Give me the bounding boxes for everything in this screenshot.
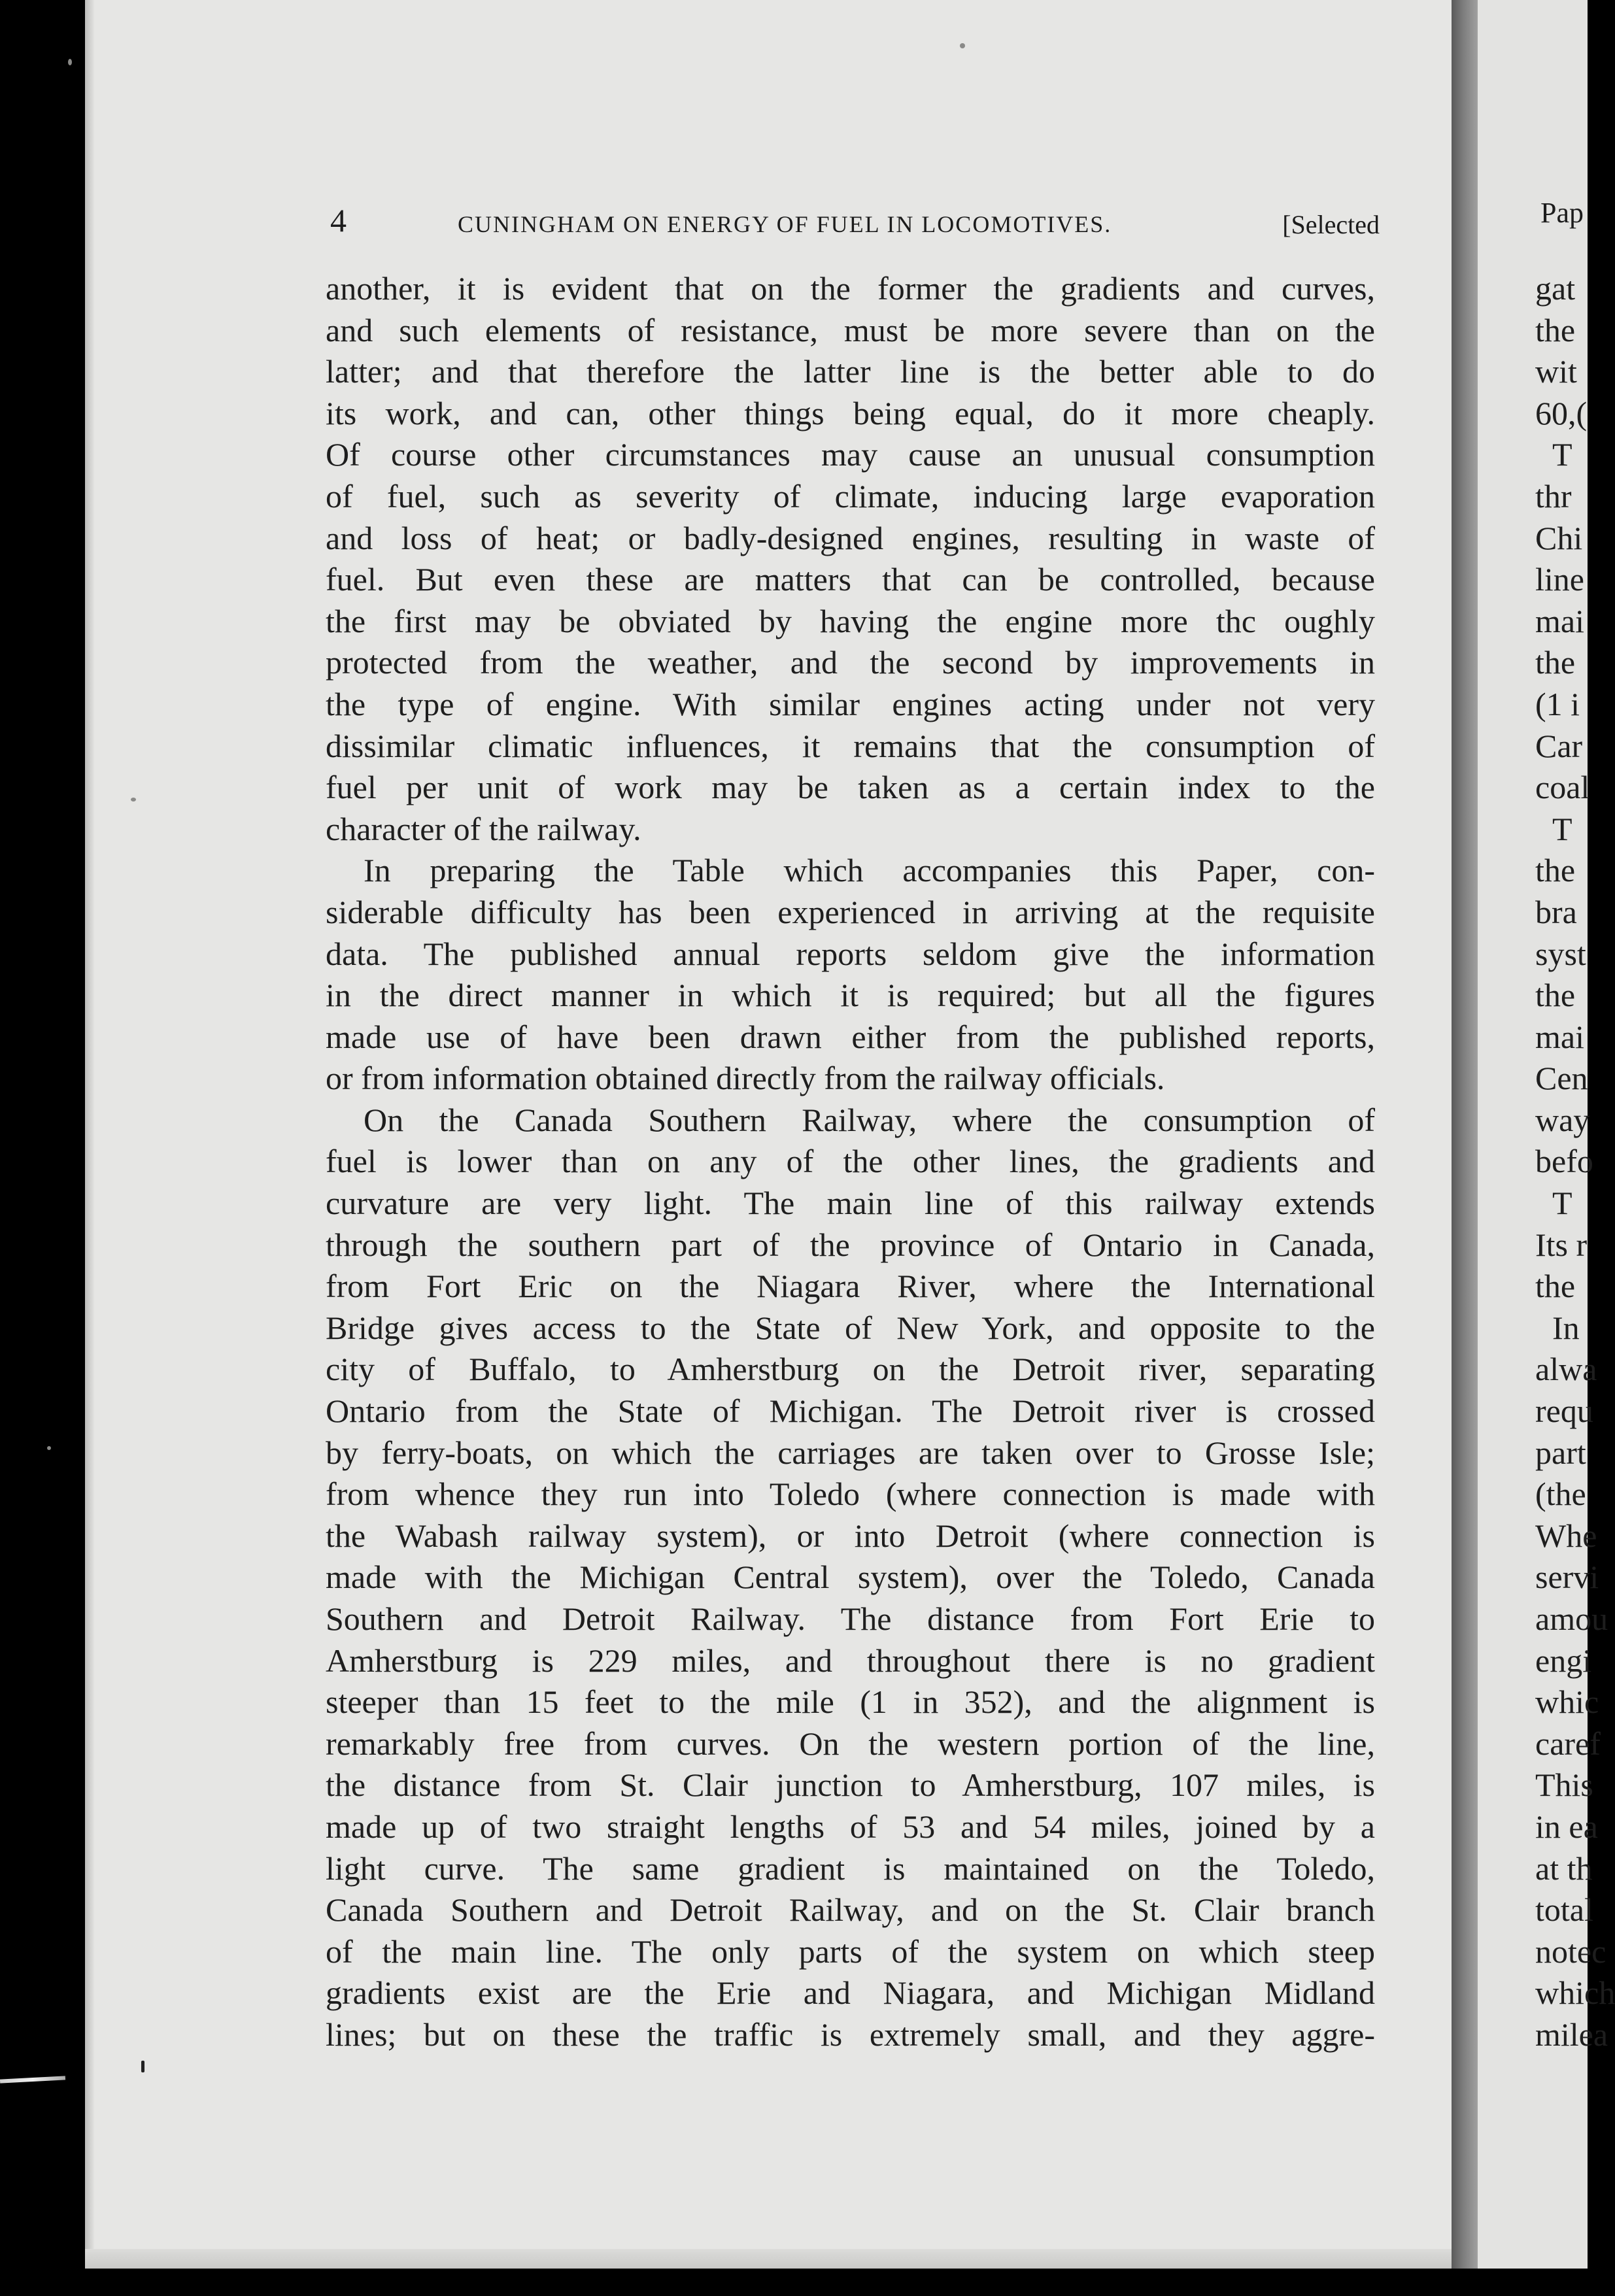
text-line: city of Buffalo, to Amherstburg on the Detroit river, separating [326, 1351, 1375, 1388]
text-line: character of the railway. [326, 810, 641, 847]
right-page-line-fragment: Cen [1535, 1060, 1588, 1097]
right-page-line-fragment: gat [1535, 270, 1576, 307]
text-line: latter; and that therefore the latter line is the better able to do [326, 353, 1375, 390]
right-page-line-fragment: syst [1535, 935, 1586, 972]
right-page-line-fragment: bra [1535, 893, 1577, 930]
right-page-line-fragment: engi [1535, 1642, 1592, 1679]
stray-mark [0, 2076, 65, 2083]
right-page-line-fragment: (the [1535, 1476, 1586, 1513]
paper-speck [141, 2061, 144, 2072]
right-page-line-fragment: requ [1535, 1393, 1593, 1430]
right-page-line-fragment: Its r [1535, 1226, 1588, 1263]
right-page-line-fragment: (1 i [1535, 685, 1580, 722]
right-page-line-fragment: mai [1535, 602, 1584, 639]
text-line: fuel is lower than on any of the other lines, the gradients and [326, 1143, 1375, 1180]
right-page-line-fragment: T [1552, 810, 1572, 847]
text-line: data. The published annual reports seldom give the information [326, 935, 1375, 972]
right-page-line-fragment: This [1535, 1766, 1593, 1804]
text-line: steeper than 15 feet to the mile (1 in 352), and the alignment is [326, 1683, 1375, 1721]
body-text [326, 268, 1375, 2056]
right-page-line-fragment: coal [1535, 769, 1590, 806]
text-line: Ontario from the State of Michigan. The Detroit river is crossed [326, 1393, 1375, 1430]
text-line: curvature are very light. The main line of this railway extends [326, 1185, 1375, 1222]
right-page-line-fragment: servi [1535, 1559, 1599, 1596]
book-gutter [1452, 0, 1478, 2269]
right-page-line-fragment: which [1535, 1974, 1615, 2012]
right-page-line-fragment: Whe [1535, 1517, 1597, 1554]
right-page-line-fragment: wit [1535, 353, 1577, 390]
paper-speck [131, 798, 136, 802]
right-page-line-fragment: the [1535, 1268, 1576, 1305]
section-note: [Selected [1282, 210, 1380, 239]
text-line: from whence they run into Toledo (where connection is made with [326, 1476, 1375, 1513]
right-page-line-fragment: mai [1535, 1018, 1584, 1055]
text-line: the first may be obviated by having the engine more thc oughly [326, 602, 1375, 639]
text-line: fuel. But even these are matters that can be controlled, because [326, 561, 1375, 598]
running-title: CUNINGHAM ON ENERGY OF FUEL IN LOCOMOTIVES. [458, 211, 1112, 237]
right-page-line-fragment: T [1552, 1185, 1572, 1222]
text-line: On the Canada Southern Railway, where the consumption of [364, 1101, 1375, 1138]
text-line: fuel per unit of work may be taken as a certain index to the [326, 769, 1375, 806]
text-line: made up of two straight lengths of 53 and 54 miles, joined by a [326, 1808, 1375, 1845]
left-page-bottom-edge [85, 2249, 1452, 2269]
text-line: Amherstburg is 229 miles, and throughout there is no gradient [326, 1642, 1375, 1679]
text-line: Southern and Detroit Railway. The distance from Fort Erie to [326, 1600, 1375, 1637]
text-line: gradients exist are the Erie and Niagara, and Michigan Midland [326, 1974, 1375, 2012]
text-line: in the direct manner in which it is required; but all the figures [326, 977, 1375, 1014]
right-page-line-fragment: way [1535, 1101, 1590, 1138]
right-page-line-fragment: line [1535, 561, 1584, 598]
text-line: made with the Michigan Central system), over the Toledo, Canada [326, 1559, 1375, 1596]
text-line: Bridge gives access to the State of New York, and opposite to the [326, 1309, 1375, 1346]
right-page-line-fragment: 60,( [1535, 394, 1588, 431]
text-line: Of course other circumstances may cause an unusual consumption [326, 436, 1375, 473]
right-page-line-fragment: in ea [1535, 1808, 1598, 1845]
right-page-line-fragment: the [1535, 852, 1576, 889]
left-page-edge [85, 0, 94, 2269]
paper-speck [960, 43, 965, 48]
right-page-line-fragment: caref [1535, 1725, 1601, 1762]
text-line: from Fort Eric on the Niagara River, where the International [326, 1268, 1375, 1305]
text-line: another, it is evident that on the former the gradients and curves, [326, 270, 1375, 307]
text-line: and loss of heat; or badly-designed engines, resulting in waste of [326, 519, 1375, 556]
text-line: of fuel, such as severity of climate, inducing large evaporation [326, 477, 1375, 515]
text-line: lines; but on these the traffic is extremely small, and they aggre- [326, 2016, 1375, 2053]
text-line: and such elements of resistance, must be more severe than on the [326, 311, 1375, 348]
bottom-shadow [0, 2269, 1588, 2296]
paper-speck [68, 59, 72, 65]
right-page-line-fragment: Car [1535, 727, 1583, 764]
right-page-header-fragment: Pap [1540, 197, 1584, 229]
right-page-line-fragment: notec [1535, 1933, 1606, 1970]
text-line: the type of engine. With similar engines acting under not very [326, 685, 1375, 722]
text-line: its work, and can, other things being equal, do it more cheaply. [326, 394, 1375, 431]
text-line: remarkably free from curves. On the western portion of the line, [326, 1725, 1375, 1762]
right-page-line-fragment: part [1535, 1434, 1586, 1471]
text-line: by ferry-boats, on which the carriages are taken over to Grosse Isle; [326, 1434, 1375, 1471]
right-page-text-fragments [1535, 268, 1615, 2056]
right-page-line-fragment: the [1535, 977, 1576, 1014]
page-number: 4 [330, 202, 347, 239]
right-page-line-fragment: total [1535, 1891, 1593, 1929]
right-page-line-fragment: T [1552, 436, 1572, 473]
right-page-line-fragment: thr [1535, 477, 1572, 515]
text-line: of the main line. The only parts of the system on which steep [326, 1933, 1375, 1970]
right-page [1478, 0, 1615, 2269]
right-page-line-fragment: the [1535, 311, 1576, 348]
text-line: made use of have been drawn either from the published reports, [326, 1018, 1375, 1055]
text-line: the distance from St. Clair junction to Amherstburg, 107 miles, is [326, 1766, 1375, 1804]
right-page-line-fragment: alwa [1535, 1351, 1597, 1388]
right-page-line-fragment: amou [1535, 1600, 1608, 1637]
right-page-line-fragment: In [1552, 1309, 1580, 1346]
text-line: the Wabash railway system), or into Detroit (where connection is [326, 1517, 1375, 1554]
right-page-line-fragment: whic [1535, 1683, 1599, 1721]
text-line: light curve. The same gradient is maintained on the Toledo, [326, 1849, 1375, 1887]
right-page-line-fragment: befo [1535, 1143, 1593, 1180]
right-page-line-fragment: Chi [1535, 519, 1583, 556]
right-page-line-fragment: milea [1535, 2016, 1608, 2053]
text-line: or from information obtained directly from the railway officials. [326, 1060, 1165, 1097]
text-line: Canada Southern and Detroit Railway, and on the St. Clair branch [326, 1891, 1375, 1929]
running-header [330, 196, 1380, 248]
paper-speck [47, 1446, 51, 1450]
text-line: protected from the weather, and the second by improvements in [326, 644, 1375, 681]
text-line: through the southern part of the province of Ontario in Canada, [326, 1226, 1375, 1263]
right-page-line-fragment: at th [1535, 1849, 1593, 1887]
right-page-line-fragment: the [1535, 644, 1576, 681]
text-line: dissimilar climatic influences, it remains that the consumption of [326, 727, 1375, 764]
text-line: siderable difficulty has been experienced in arriving at the requisite [326, 893, 1375, 930]
text-line: In preparing the Table which accompanies this Paper, con- [364, 852, 1375, 889]
